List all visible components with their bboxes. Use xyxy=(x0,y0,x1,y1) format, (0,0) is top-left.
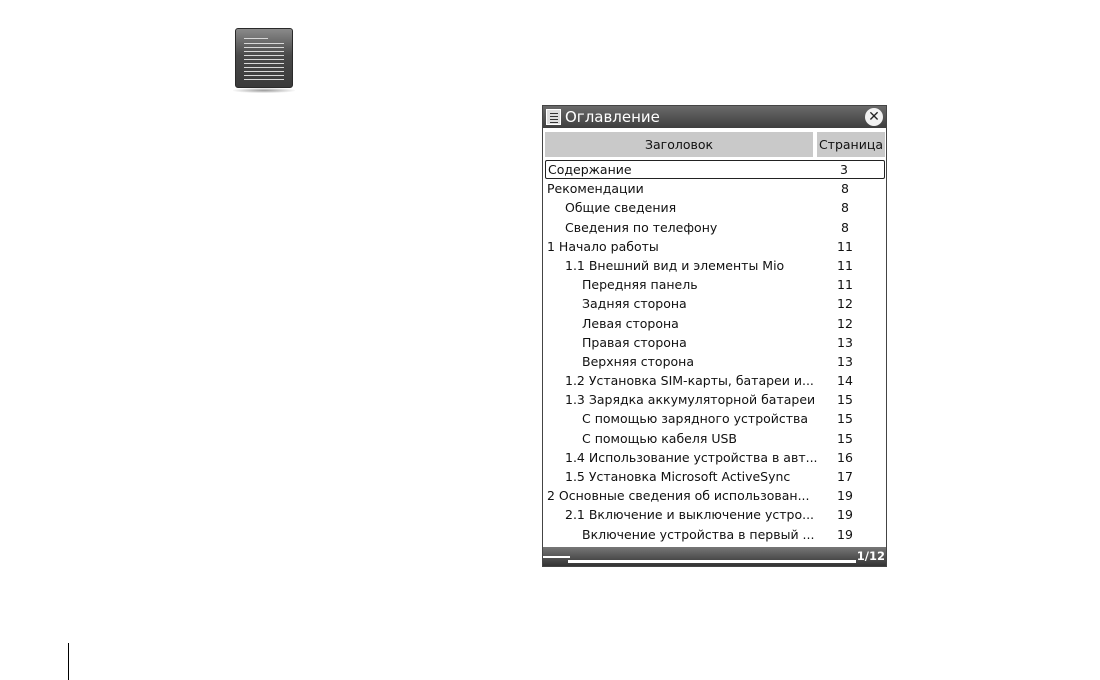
toc-item[interactable] xyxy=(543,275,886,294)
toc-item[interactable] xyxy=(543,237,886,256)
toc-window xyxy=(542,105,887,567)
toc-icon xyxy=(546,109,561,125)
toc-item-page: 16 xyxy=(837,449,853,465)
toc-item-label: 1.2 Установка SIM-карты, батареи и... xyxy=(565,373,814,389)
toc-item-label: Передняя панель xyxy=(582,277,698,293)
scroll-track[interactable] xyxy=(568,560,856,563)
toc-item[interactable] xyxy=(543,198,886,217)
toc-item-page: 14 xyxy=(837,373,853,389)
toc-item-label: 1.3 Зарядка аккумуляторной батареи xyxy=(565,392,816,408)
toc-item-label: Сведения по телефону xyxy=(565,219,718,235)
toc-item-label: Включение устройства в первый ... xyxy=(582,526,815,542)
toc-item[interactable] xyxy=(543,525,886,544)
toc-item-label: Правая сторона xyxy=(582,334,687,350)
toc-item[interactable] xyxy=(543,294,886,313)
toc-item-label: 2.1 Включение и выключение устро... xyxy=(565,507,815,523)
column-header-page[interactable]: Страница xyxy=(817,132,885,157)
toc-item-page: 19 xyxy=(837,526,853,542)
toc-item-page: 11 xyxy=(837,277,853,293)
document-list-icon[interactable] xyxy=(235,28,293,92)
toc-item[interactable] xyxy=(543,371,886,390)
toc-item-page: 19 xyxy=(837,507,853,523)
toc-item-page: 19 xyxy=(837,488,853,504)
toc-item-label: Рекомендации xyxy=(547,181,644,197)
toc-item[interactable] xyxy=(543,505,886,524)
column-header-title[interactable]: Заголовок xyxy=(545,132,813,157)
toc-item-page: 11 xyxy=(837,257,853,273)
toc-item-page: 15 xyxy=(837,392,853,408)
toc-item-page: 15 xyxy=(837,411,853,427)
toc-item-label: Содержание xyxy=(548,162,632,177)
toc-item-label: 2 Основные сведения об использован... xyxy=(547,488,810,504)
window-title: Оглавление xyxy=(565,108,660,126)
table-header xyxy=(543,132,886,157)
page-scrollbar[interactable] xyxy=(543,547,886,566)
margin-rule xyxy=(68,643,69,680)
toc-item-label: 1 Начало работы xyxy=(547,238,659,254)
toc-item-label: Задняя сторона xyxy=(582,296,687,312)
toc-item[interactable] xyxy=(543,448,886,467)
toc-item-label: С помощью кабеля USB xyxy=(582,430,737,446)
toc-item[interactable] xyxy=(543,218,886,237)
toc-item-label: Левая сторона xyxy=(582,315,679,331)
toc-item-page: 11 xyxy=(837,238,853,254)
toc-item[interactable] xyxy=(545,160,885,179)
toc-item-label: Общие сведения xyxy=(565,200,677,216)
toc-item-label: Верхняя сторона xyxy=(582,353,694,369)
toc-item[interactable] xyxy=(543,352,886,371)
page-indicator: 1/12 xyxy=(856,549,885,563)
toc-item-page: 12 xyxy=(837,296,853,312)
toc-item-page: 8 xyxy=(841,200,849,216)
toc-item-page: 8 xyxy=(841,219,849,235)
toc-item-page: 8 xyxy=(841,181,849,197)
toc-item-page: 13 xyxy=(837,353,853,369)
scroll-thumb[interactable] xyxy=(543,556,570,558)
toc-item[interactable] xyxy=(543,429,886,448)
toc-item[interactable] xyxy=(543,256,886,275)
toc-item[interactable] xyxy=(543,409,886,428)
toc-list xyxy=(543,160,886,544)
toc-item[interactable] xyxy=(543,179,886,198)
toc-item-label: 1.1 Внешний вид и элементы Mio xyxy=(565,257,785,273)
toc-item-label: 1.5 Установка Microsoft ActiveSync xyxy=(565,469,791,484)
toc-item-label: 1.4 Использование устройства в авт... xyxy=(565,449,818,465)
title-bar xyxy=(543,106,886,128)
close-icon[interactable]: ✕ xyxy=(865,108,883,126)
toc-item[interactable] xyxy=(543,314,886,333)
toc-item[interactable] xyxy=(543,333,886,352)
toc-item-page: 12 xyxy=(837,315,853,331)
toc-item[interactable] xyxy=(543,486,886,505)
toc-item-page: 15 xyxy=(837,430,853,446)
toc-item-label: С помощью зарядного устройства xyxy=(582,411,809,427)
toc-item-page: 3 xyxy=(840,162,848,177)
toc-item-page: 17 xyxy=(837,469,853,484)
toc-item-page: 13 xyxy=(837,334,853,350)
toc-item[interactable] xyxy=(543,390,886,409)
toc-item[interactable] xyxy=(543,467,886,486)
